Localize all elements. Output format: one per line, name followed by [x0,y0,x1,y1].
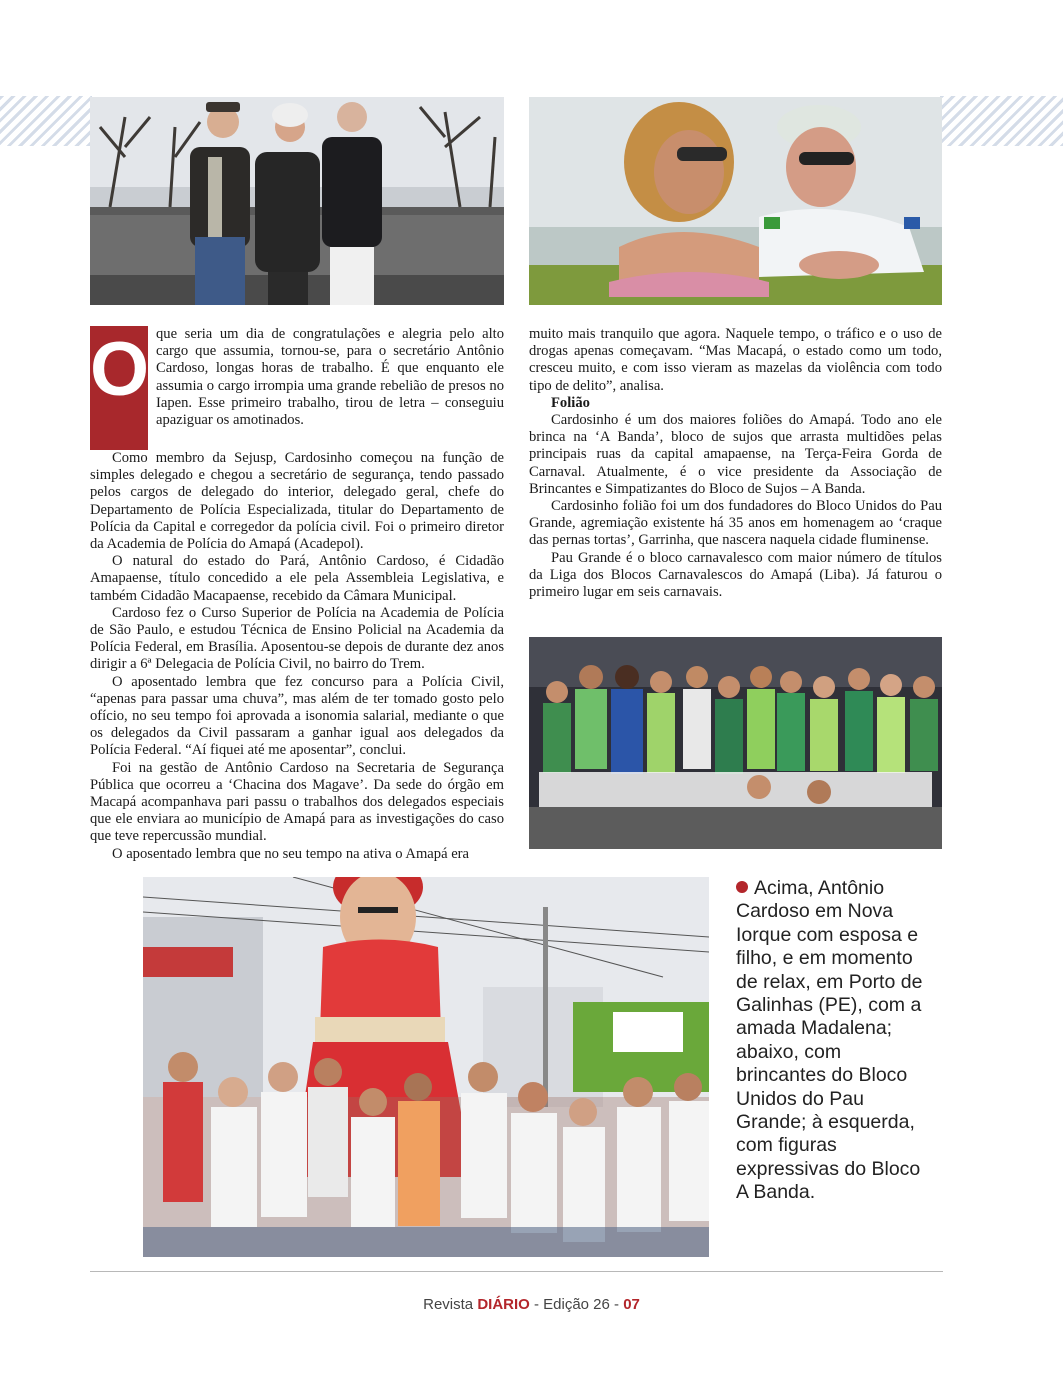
footer-edition: - Edição 26 - [533,1296,620,1313]
photo-porto-de-galinhas-couple [529,97,942,305]
drop-cap: O [90,326,148,450]
article-paragraph: Como membro da Sejusp, Cardosinho começou na função de simples delegado e chegou a secretário de segurança, tendo passado pelos cargos de delegado do interior, delegado geral, chefe do Departamento de Polícia Especializada, titular do Departamento de Polícia da Capital e corregedor da polícia civil. Foi o primeiro diretor da Academia de Polícia do Amapá (Acadepol). [90,450,504,553]
article-paragraph: Cardoso fez o Curso Superior de Polícia na Academia de Polícia de São Paulo, e estudou Técnica de Ensino Policial na Academia da Polícia Federal, em Brasília. Aposentou-se depois de durante dez anos dirigir a 6ª Delegacia de Polícia Civil, no bairro do Trem. [90,604,504,673]
article-paragraph: O aposentado lembra que fez concurso para a Polícia Civil, “apenas para passar uma chuva”, mas além de ter tomado gosto pelo ofício, no seu tempo foi aprovada a isonomia salarial, mediante o que os delegados da Civil passaram a ganhar igual aos delegados da Polícia Federal. “Aí fiquei até me aposentar”, conclui. [90,673,504,759]
footer-brand: DIÁRIO [477,1296,530,1313]
article-column-left [90,326,504,863]
article-column-right [529,326,942,601]
page-number: 07 [623,1296,640,1313]
article-paragraph: Cardosinho é um dos maiores foliões do Amapá. Todo ano ele brinca na ‘A Banda’, bloco de sujos que arrasta multidões pelas principais ruas da capital amapaense, na Terça-Feira Gorda de Carnaval. Atualmente, é o vice presidente da Associação de Brincantes e Simpatizantes do Bloco de Sujos – A Banda. [529,412,942,497]
decorative-stripes-left [0,96,92,146]
footer-magazine: Revista [423,1296,474,1313]
decorative-stripes-right [940,96,1063,146]
photo-new-york-family [90,97,504,305]
photo-bloco-pau-grande [529,637,942,849]
article-paragraph: O natural do estado do Pará, Antônio Cardoso, é Cidadão Amapaense, título concedido a ele pela Assembleia Legislativa, e também Cidadão Macapaense, recebido da Câmara Municipal. [90,553,504,604]
bullet-dot-icon [736,881,748,893]
section-subheading: Folião [551,394,590,411]
article-paragraph: Foi na gestão de Antônio Cardoso na Secretaria de Segurança Pública que ocorreu a ‘Chacina dos Magave’. Da sede do órgão em Macapá acompanhava pari passu o trabalhos dos delegados especiais que ele enviara ao município de Amapá para as investigações do caso que teve repercussão mundial. [90,759,504,845]
article-paragraph: O aposentado lembra que no seu tempo na ativa o Amapá era [112,845,470,862]
photo-caption: Acima, Antônio Cardoso em Nova Iorque com esposa e filho, e em momento de relax, em Porto de Galinhas (PE), com a amada Madalena; abaixo, com brincantes do Bloco Unidos do Pau Grande; à esquerda, com figuras expressivas do Bloco A Banda. [736,877,923,1204]
article-paragraph: muito mais tranquilo que agora. Naquele tempo, o tráfico e o uso de drogas apenas começavam. “Mas Macapá, o estado como um todo, cresceu muito, e com isso vieram as mazelas da violência com todo tipo de delito”, analisa. [529,326,942,394]
article-paragraph: Pau Grande é o bloco carnavalesco com maior número de títulos da Liga dos Blocos Carnavalescos do Amapá (Liba). Já faturou o primeiro lugar em seis carnavais. [529,549,942,601]
photo-bloco-a-banda [143,877,709,1257]
article-paragraph: O que seria um dia de congratulações e alegria pelo alto cargo que assumia, tornou-se, para o secretário Antônio Cardoso, longas horas de trabalho. É que enquanto ele assumia o cargo irrompia uma grande rebelião de presos no Iapen. Esse primeiro trabalho, tirou de letra – conseguiu apaziguar os amotinados. [90,326,504,429]
article-paragraph: Cardosinho folião foi um dos fundadores do Bloco Unidos do Pau Grande, agremiação existente há 35 anos em homenagem ao ‘craque das pernas tortas’, Garrinha, que nascera naquela cidade fluminense. [529,498,942,549]
footer-divider [90,1271,943,1272]
page-footer [0,1296,1063,1313]
